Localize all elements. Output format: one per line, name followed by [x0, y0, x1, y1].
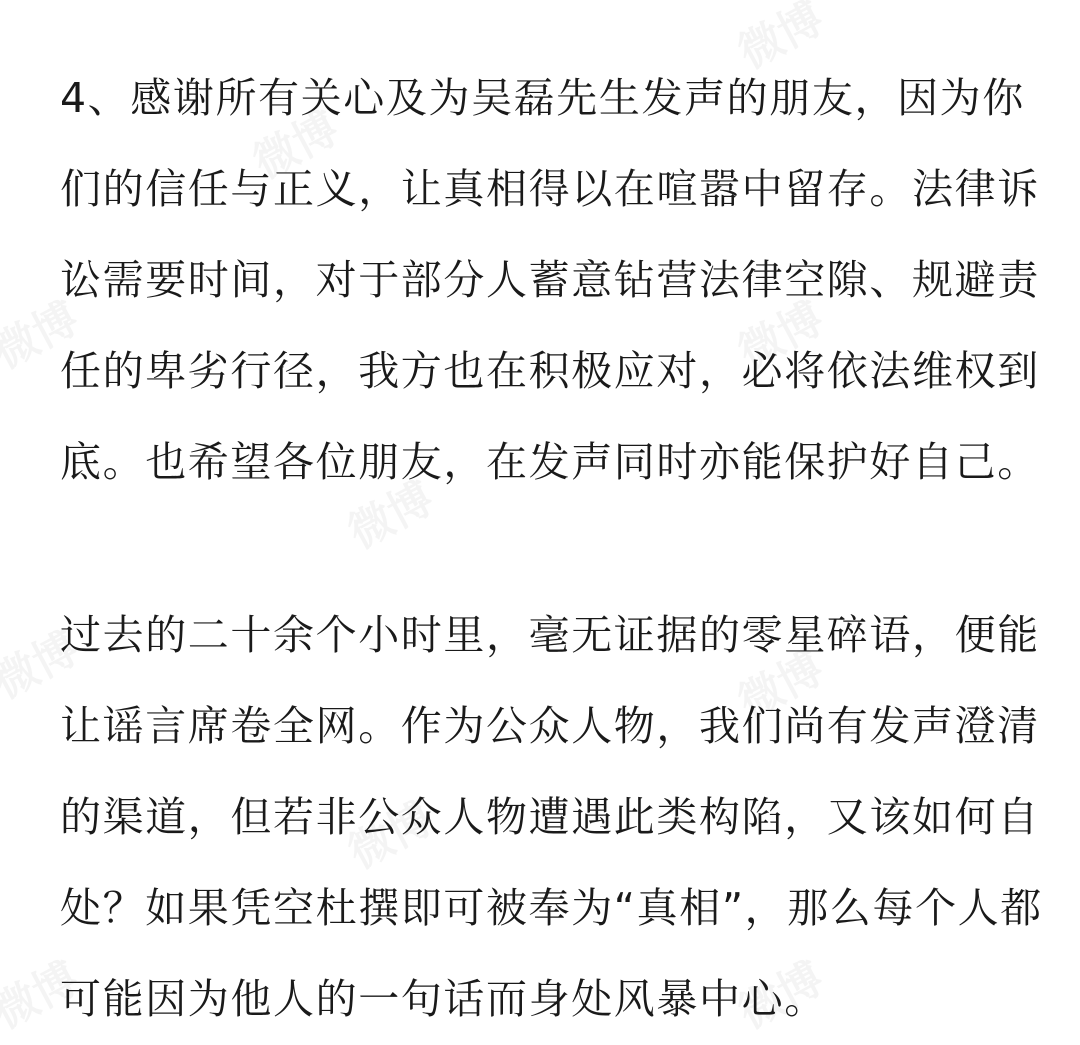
text-line: 过去的二十余个小时里，毫无证据的零星碎语，便能 [60, 611, 1040, 659]
text-line: 可能因为他人的一句话而身处风暴中心。 [60, 975, 827, 1023]
text-line: 讼需要时间，对于部分人蓄意钻营法律空隙、规避责 [60, 256, 1040, 304]
text-line: 让谣言席卷全网。作为公众人物，我们尚有发声澄清 [60, 702, 1040, 750]
paragraph-thanks [60, 53, 1040, 508]
paragraph-rumor [60, 590, 1043, 1045]
text-line: 处？如果凭空杜撰即可被奉为“真相”，那么每个人都 [60, 884, 1043, 932]
text-line: 底。也希望各位朋友，在发声同时亦能保护好自己。 [60, 438, 1040, 486]
text-line: 的渠道，但若非公众人物遭遇此类构陷，又该如何自 [60, 793, 1040, 841]
text-line: 任的卑劣行径，我方也在积极应对，必将依法维权到 [60, 347, 1040, 395]
text-line: 们的信任与正义，让真相得以在喧嚣中留存。法律诉 [60, 165, 1040, 213]
text-line: 4、感谢所有关心及为吴磊先生发声的朋友，因为你 [60, 74, 1025, 122]
